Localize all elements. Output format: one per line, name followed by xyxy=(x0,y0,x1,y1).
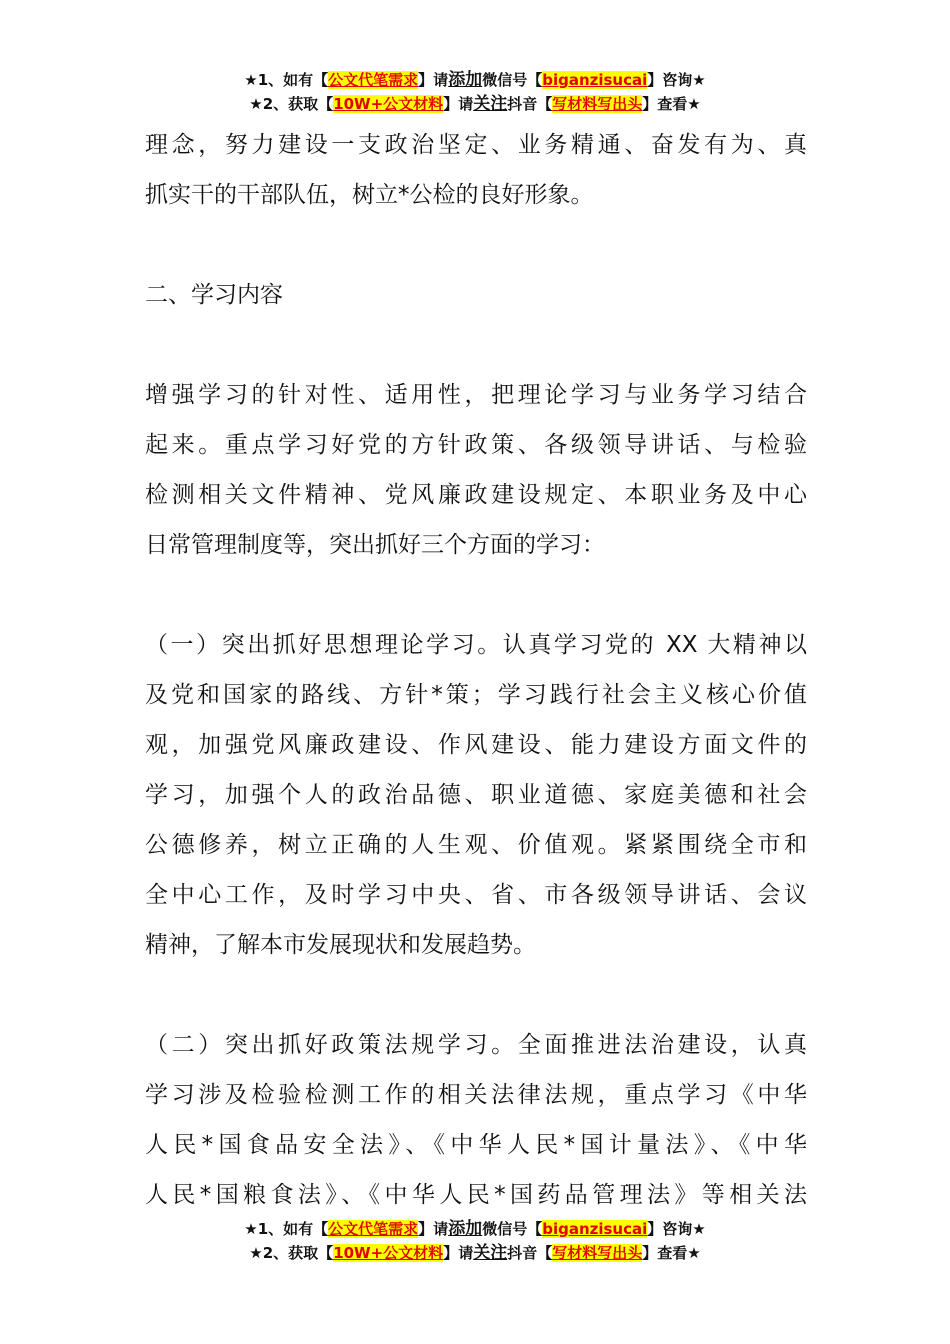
banner-highlight: biganzisucai xyxy=(542,1220,648,1238)
banner-text: ★2、获取【 xyxy=(249,95,334,113)
banner-highlight: 写材料写出头 xyxy=(552,95,643,113)
text-line: 观，加强党风廉政建设、作风建设、能力建设方面文件的 xyxy=(145,732,807,758)
section-heading xyxy=(145,270,807,320)
banner-text: 抖音【 xyxy=(507,1244,553,1262)
text-line: 人民*国食品安全法》、《中华人民*国计量法》、《中华 xyxy=(145,1132,807,1158)
banner-line-1 xyxy=(0,68,950,92)
banner-text: 微信号【 xyxy=(482,1220,543,1238)
banner-highlight: 10W+公文材料 xyxy=(333,1244,444,1262)
text-line: （一）突出抓好思想理论学习。认真学习党的 XX 大精神以 xyxy=(145,632,807,658)
banner-underline: 添加 xyxy=(448,70,483,90)
text-line: 理念，努力建设一支政治坚定、业务精通、奋发有为、真 xyxy=(145,132,807,158)
banner-text: ★2、获取【 xyxy=(249,1244,334,1262)
text-line: 日常管理制度等，突出抓好三个方面的学习： xyxy=(145,532,605,558)
banner-text: 】查看★ xyxy=(642,95,701,113)
text-line: 增强学习的针对性、适用性，把理论学习与业务学习结合 xyxy=(145,382,807,408)
banner-text: 】请 xyxy=(418,1220,449,1238)
text-line: 学习，加强个人的政治品德、职业道德、家庭美德和社会 xyxy=(145,782,807,808)
banner-text: 】查看★ xyxy=(642,1244,701,1262)
paragraph xyxy=(145,120,807,220)
header-banner xyxy=(0,68,950,116)
banner-text: ★1、如有【 xyxy=(244,1220,329,1238)
text-line: 全中心工作，及时学习中央、省、市各级领导讲话、会议 xyxy=(145,882,807,908)
text-line: 抓实干的干部队伍，树立*公检的良好形象。 xyxy=(145,182,594,208)
banner-underline: 关注 xyxy=(473,1243,508,1263)
paragraph xyxy=(145,620,807,970)
banner-underline: 添加 xyxy=(448,1219,483,1239)
text-line: 起来。重点学习好党的方针政策、各级领导讲话、与检验 xyxy=(145,432,807,458)
banner-text: 】请 xyxy=(418,71,449,89)
text-line: 人民*国粮食法》、《中华人民*国药品管理法》等相关法 xyxy=(145,1182,807,1208)
banner-text: 微信号【 xyxy=(482,71,543,89)
banner-highlight: 写材料写出头 xyxy=(552,1244,643,1262)
banner-highlight: 公文代笔需求 xyxy=(328,71,419,89)
paragraph xyxy=(145,370,807,570)
banner-line-2 xyxy=(0,1241,950,1265)
banner-line-2 xyxy=(0,92,950,116)
banner-highlight: 10W+公文材料 xyxy=(333,95,444,113)
banner-highlight: 公文代笔需求 xyxy=(328,1220,419,1238)
text-line: 公德修养，树立正确的人生观、价值观。紧紧围绕全市和 xyxy=(145,832,807,858)
banner-line-1 xyxy=(0,1217,950,1241)
text-line: 及党和国家的路线、方针*策；学习践行社会主义核心价值 xyxy=(145,682,807,708)
banner-text: 】请 xyxy=(443,1244,474,1262)
footer-banner xyxy=(0,1217,950,1265)
banner-underline: 关注 xyxy=(473,94,508,114)
text-line: 学习涉及检验检测工作的相关法律法规，重点学习《中华 xyxy=(145,1082,807,1108)
banner-text: ★1、如有【 xyxy=(244,71,329,89)
banner-text: 】咨询★ xyxy=(647,71,706,89)
banner-text: 抖音【 xyxy=(507,95,553,113)
text-line: 二、学习内容 xyxy=(145,282,283,308)
banner-text: 】咨询★ xyxy=(647,1220,706,1238)
paragraph xyxy=(145,1020,807,1220)
banner-text: 】请 xyxy=(443,95,474,113)
banner-highlight: biganzisucai xyxy=(542,71,648,89)
document-body xyxy=(145,120,807,1220)
text-line: 精神，了解本市发展现状和发展趋势。 xyxy=(145,932,536,958)
text-line: 检测相关文件精神、党风廉政建设规定、本职业务及中心 xyxy=(145,482,807,508)
text-line: （二）突出抓好政策法规学习。全面推进法治建设，认真 xyxy=(145,1032,807,1058)
